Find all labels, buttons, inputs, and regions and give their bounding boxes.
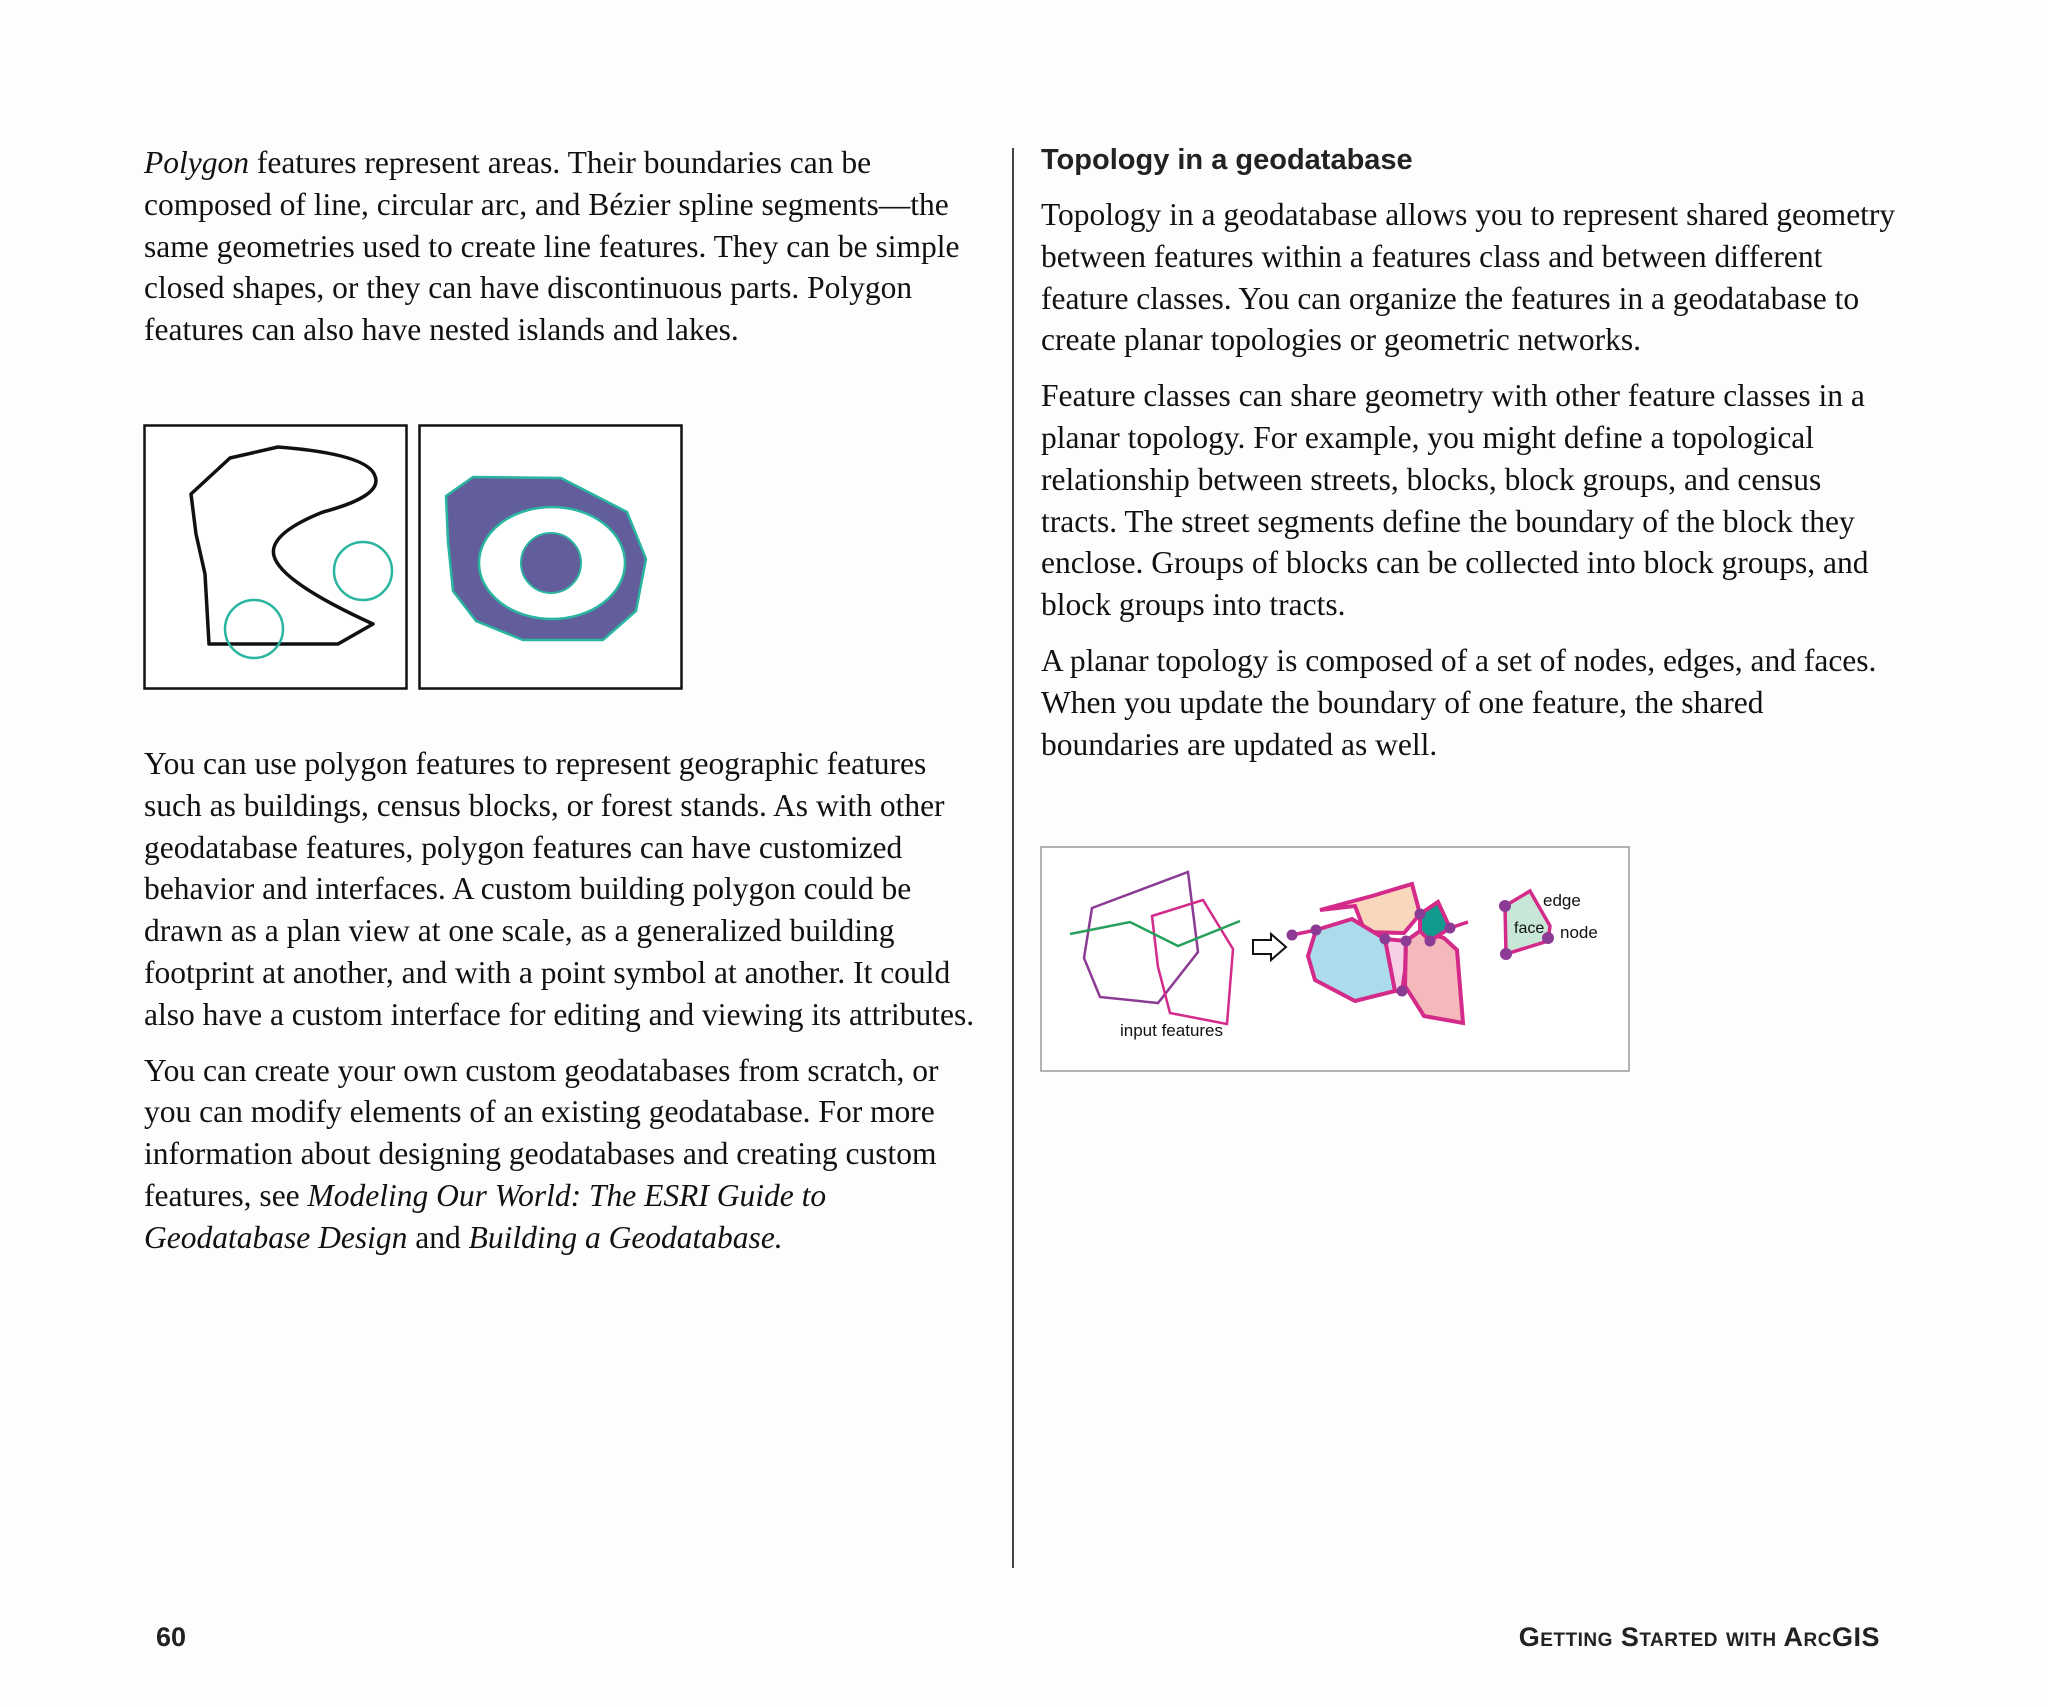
node-point bbox=[1380, 934, 1391, 945]
node-label: node bbox=[1560, 923, 1598, 942]
section-heading: Topology in a geodatabase bbox=[1041, 144, 1413, 176]
node-point bbox=[1401, 936, 1412, 947]
left-column bbox=[144, 142, 984, 365]
topology-intro-paragraph: Topology in a geodatabase allows you to represent shared geometry between features within a features class and between different feature classes. You can organize the features in a geodatabase to create planar topologies or geometric networks. bbox=[1041, 197, 1896, 358]
face-label: face bbox=[1514, 920, 1545, 937]
book-ref-modeling-our-world: Modeling Our World: The ESRI Guide to Geodatabase Design bbox=[144, 1177, 827, 1255]
edge-label: edge bbox=[1543, 891, 1581, 910]
input-features-label: input features bbox=[1120, 1021, 1224, 1040]
planar-topology-paragraph: Feature classes can share geometry with other feature classes in a planar topology. For example, you might define a topological relationship between streets, blocks, block groups, and census tracts. The street segments define the boundary of the block they enclose. Groups of blocks can be collected into block groups, and block groups into tracts. bbox=[1041, 378, 1869, 623]
left-column-lower bbox=[144, 743, 984, 1259]
node-point bbox=[1287, 930, 1298, 941]
legend-node bbox=[1500, 948, 1512, 960]
page-number: 60 bbox=[156, 1622, 187, 1652]
legend-node bbox=[1499, 900, 1511, 912]
right-column bbox=[1041, 142, 1901, 779]
polygon-term: Polygon bbox=[144, 145, 249, 180]
nested-island-shape bbox=[521, 533, 581, 593]
polygon-intro-text: features represent areas. Their boundaries can be composed of line, circular arc, and Bézier spline segments—the same geometries used to create line features. They can be simple closed shapes, or they can have discontinuous parts. Polygon features can also have nested islands and lakes. bbox=[144, 145, 960, 348]
node-point bbox=[1397, 986, 1408, 997]
and-text: and bbox=[407, 1219, 469, 1255]
column-divider bbox=[1012, 148, 1014, 1568]
topology-elements-paragraph: A planar topology is composed of a set of nodes, edges, and faces. When you update the boundary of one feature, the shared boundaries are updated as well. bbox=[1041, 642, 1877, 762]
polygon-uses-paragraph: You can use polygon features to represent geographic features such as buildings, census blocks, or forest stands. As with other geodatabase features, polygon features can have customized behavior and interfaces. A custom building polygon could be drawn as a plan view at one scale, as a generalized building footprint at another, and with a point symbol at another. It could also have a custom interface for editing and viewing its attributes. bbox=[144, 746, 975, 1032]
book-title-footer: Getting Started with ArcGIS bbox=[1518, 1622, 1880, 1652]
polygon-intro-paragraph bbox=[144, 142, 984, 351]
planar-topology-figure bbox=[1040, 846, 1630, 1072]
custom-geodatabase-paragraph bbox=[144, 1050, 984, 1259]
polygon-examples-figure bbox=[143, 424, 688, 691]
node-point bbox=[1425, 936, 1436, 947]
node-point bbox=[1311, 925, 1322, 936]
node-point bbox=[1445, 923, 1456, 934]
node-point bbox=[1415, 909, 1426, 920]
book-ref-building-geodatabase: Building a Geodatabase. bbox=[468, 1219, 783, 1255]
custom-geodatabase-text: You can create your own custom geodatabases from scratch, or you can modify elements of an existing geodatabase. For more information about designing geodatabases and creating custom features, see bbox=[144, 1052, 939, 1213]
